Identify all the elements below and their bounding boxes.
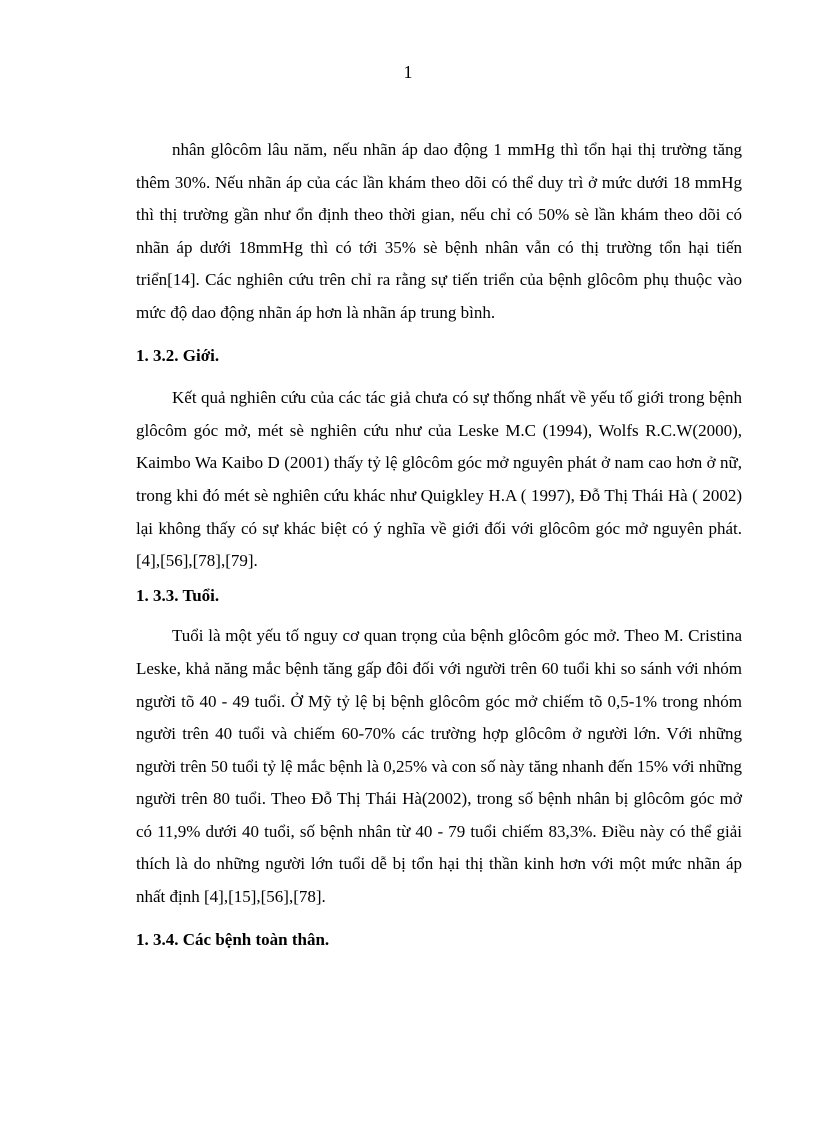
section-heading-systemic-diseases: 1. 3.4. Các bệnh toàn thân. xyxy=(136,929,330,949)
section-heading-age: 1. 3.3. Tuổi. xyxy=(136,585,220,605)
page-number: 1 xyxy=(403,62,413,82)
intro-paragraph: nhân glôcôm lâu năm, nếu nhãn áp dao động 1 mmHg thì tổn hại thị trường tăng thêm 30%. Nếu nhãn áp của các lần khám theo dõi có thể duy trì ở mức dưới 18 mmHg thì thị trường gần như ổn định theo thời gian, nếu chỉ có 50% sè lần khám theo dõi có nhãn áp dưới 18mmHg thì có tới 35% sè bệnh nhân vẫn có thị trường tổn hại tiến triển[14]. Các nghiên cứu trên chỉ ra rằng sự tiến triển của bệnh glôcôm phụ thuộc vào mức độ dao động nhãn áp hơn là nhãn áp trung bình. xyxy=(136,140,742,322)
age-paragraph: Tuổi là một yếu tố nguy cơ quan trọng của bệnh glôcôm góc mở. Theo M. Cristina Leske, khả năng mắc bệnh tăng gấp đôi đối với người trên 60 tuổi khi so sánh với nhóm người tõ 40 - 49 tuổi. Ở Mỹ tỷ lệ bị bệnh glôcôm góc mở chiếm tõ 0,5-1% trong nhóm người trên 40 tuổi và chiếm 60-70% các trường hợp glôcôm ở người lớn. Với những người trên 50 tuổi tỷ lệ mắc bệnh là 0,25% và con số này tăng nhanh đến 15% với những người trên 80 tuổi. Theo Đỗ Thị Thái Hà(2002), trong số bệnh nhân bị glôcôm góc mở có 11,9% dưới 40 tuổi, số bệnh nhân từ 40 - 79 tuổi chiếm 83,3%. Điều này có thể giải thích là do những người lớn tuổi dễ bị tổn hại thị thần kinh hơn với một mức nhãn áp nhất định [4],[15],[56],[78]. xyxy=(136,626,742,907)
gender-paragraph: Kết quả nghiên cứu của các tác giả chưa có sự thống nhất về yếu tố giới trong bệnh glôcôm góc mở, mét sè nghiên cứu như của Leske M.C (1994), Wolfs R.C.W(2000), Kaimbo Wa Kaibo D (2001) thấy tỷ lệ glôcôm góc mở nguyên phát ở nam cao hơn ở nữ, trong khi đó mét sè nghiên cứu khác như Quigkley H.A ( 1997), Đỗ Thị Thái Hà ( 2002) lại không thấy có sự khác biệt có ý nghĩa về giới đối với glôcôm góc mở nguyên phát.[4],[56],[78],[79]. xyxy=(136,388,742,571)
section-heading-gender: 1. 3.2. Giới. xyxy=(136,345,220,365)
document-body xyxy=(136,134,742,956)
